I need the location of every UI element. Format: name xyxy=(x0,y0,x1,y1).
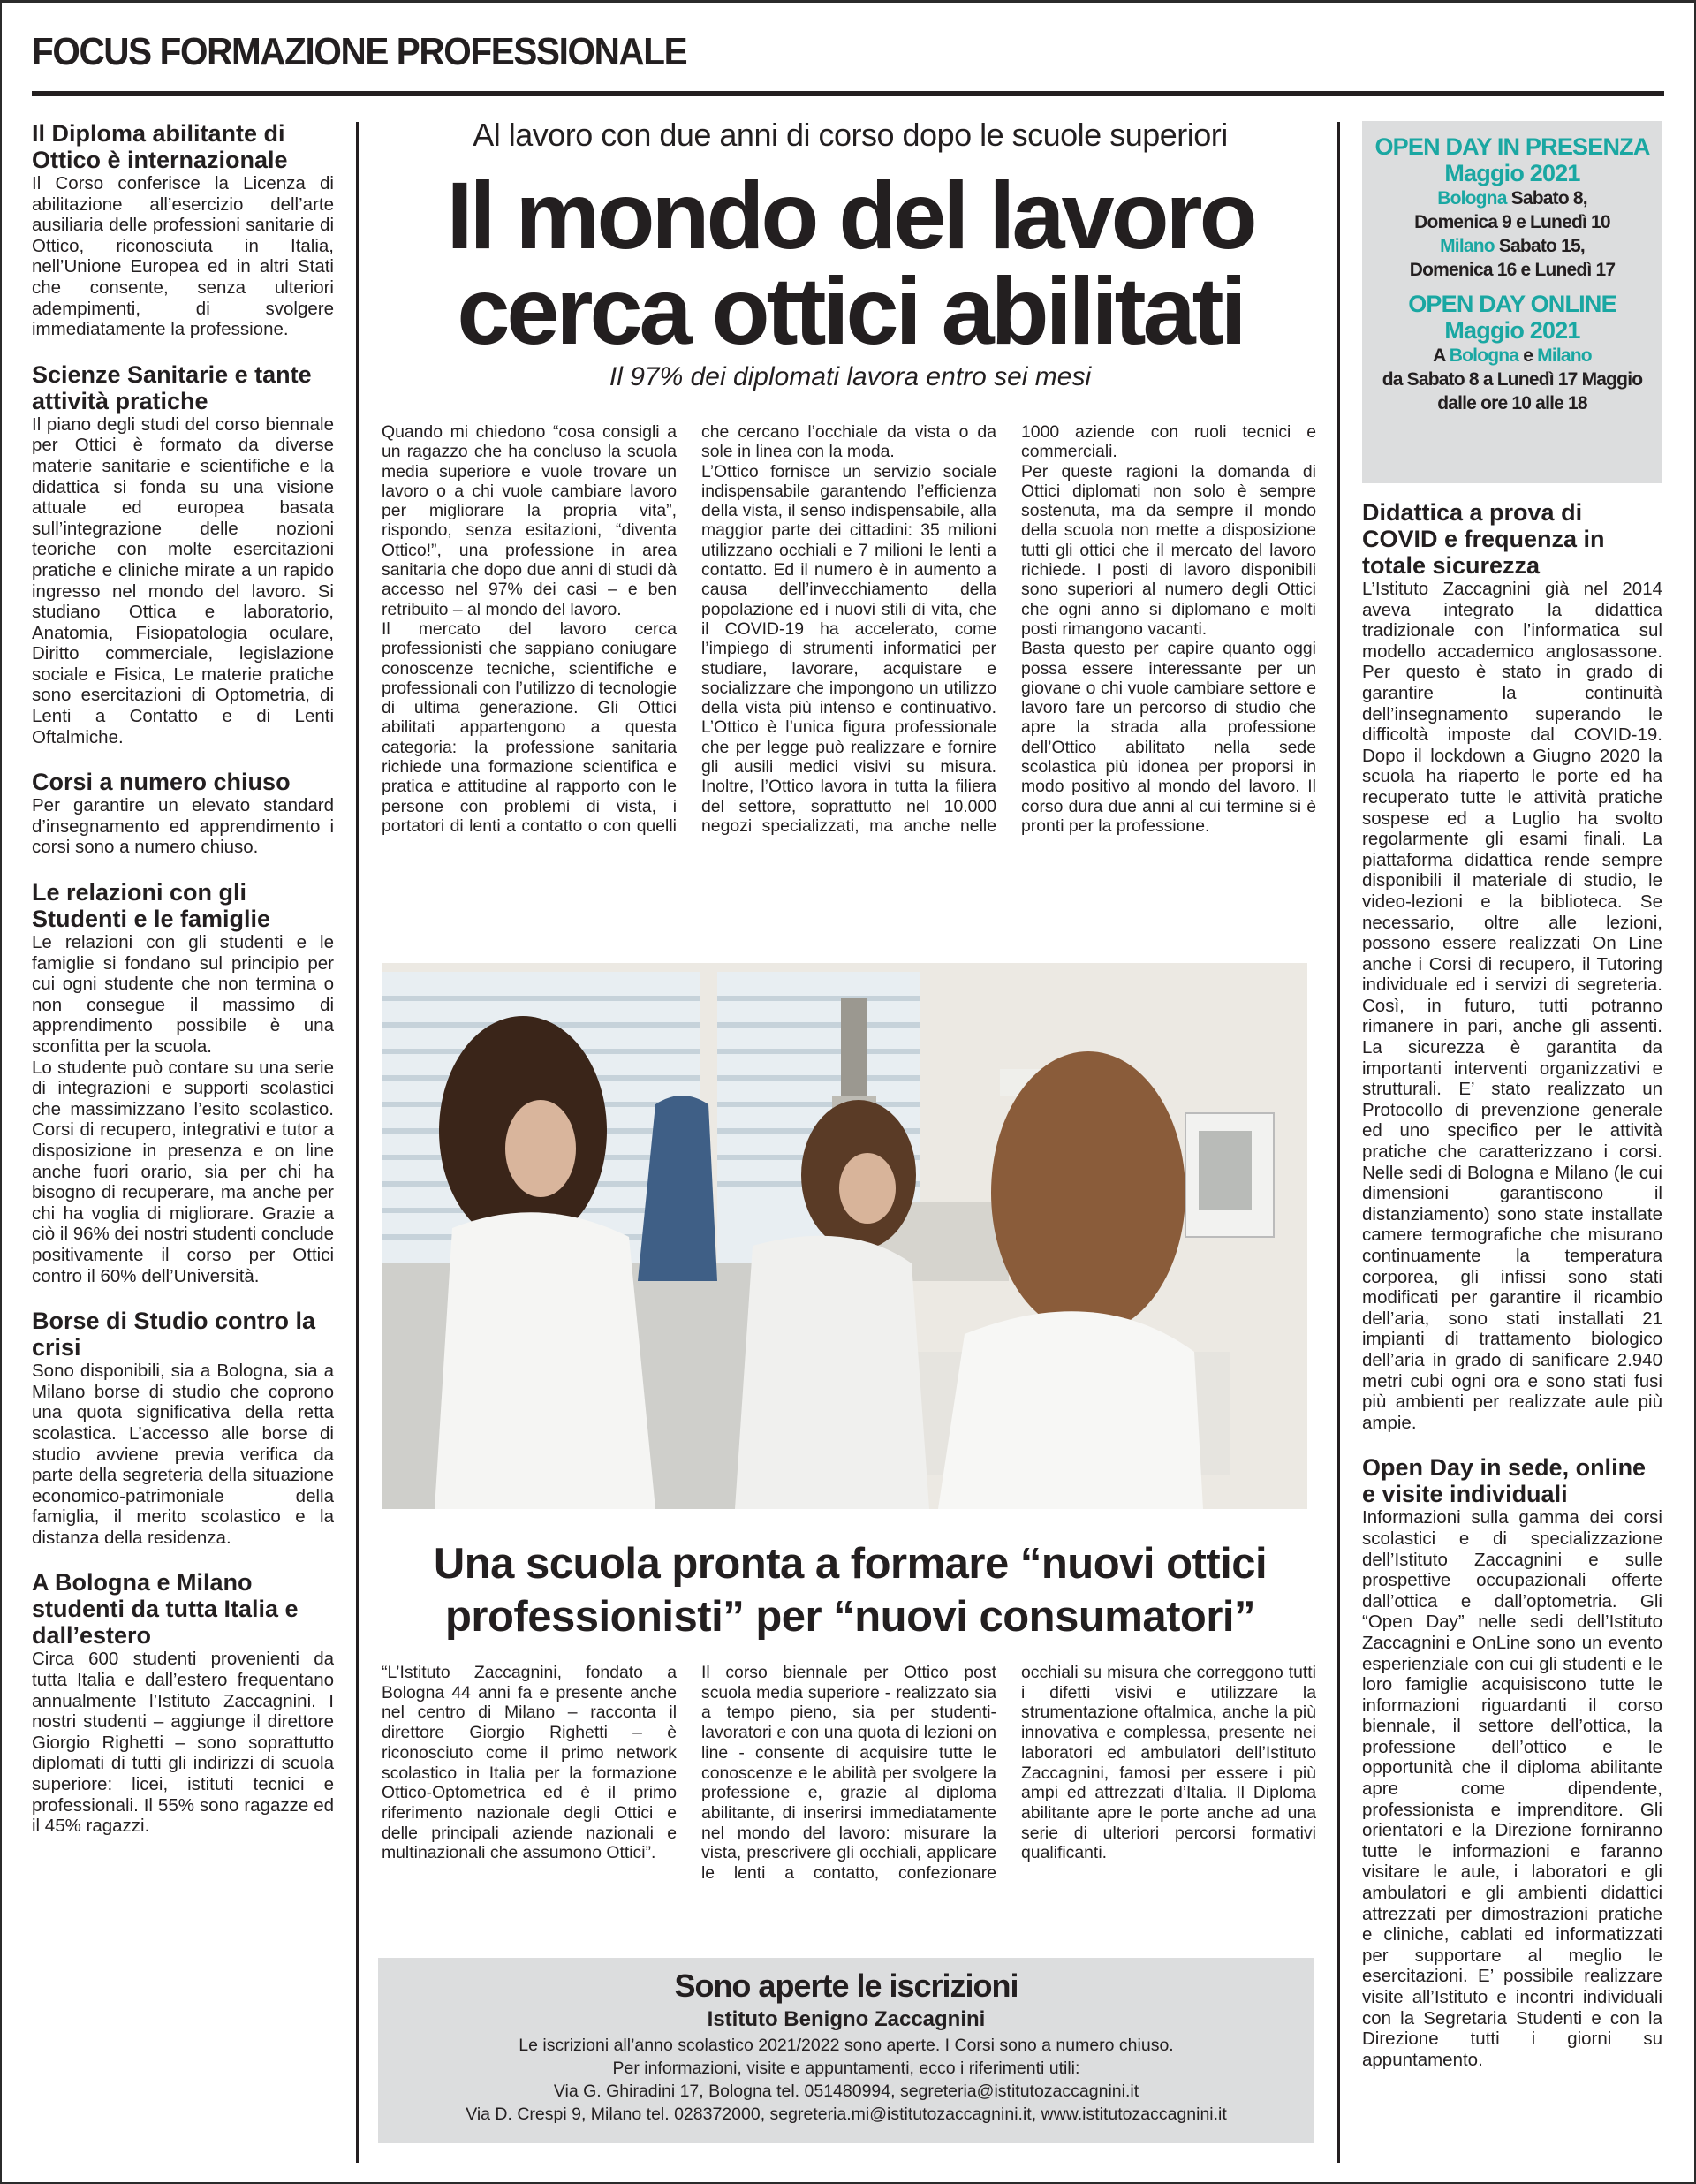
milano-dates-2: Domenica 16 e Lunedì 17 xyxy=(1409,260,1616,280)
open-day-box xyxy=(1362,121,1662,483)
bologna-dates-2: Domenica 9 e Lunedì 10 xyxy=(1414,212,1610,232)
open-day-online-month: Maggio 2021 xyxy=(1444,317,1580,344)
second-article-headline: Una scuola pronta a formare “nuovi ottici professionisti” per “nuovi consumatori” xyxy=(433,1540,1268,1641)
open-day-online-cities xyxy=(1362,344,1662,368)
sidebar-section-relazioni xyxy=(32,879,334,1286)
right-sidebar xyxy=(1362,499,1662,2091)
sidebar-text: Informazioni sulla gamma dei corsi scolastici e di specializzazione dell’Istituto Zaccagnini e sulle prospettive occupazionali offerte dall’ottica e dall’optometria. Gli “Open Day” nelle sedi dell’Istituto Zaccagnini e OnLine sono un evento esperienziale con cui gli studenti e le loro famiglie acquisiscono tutte le informazioni riguardanti il corso biennale, il settore dell’ottica, la professione dell’ottico e le opportunità che il diploma abilitante apre come dipendente, professionista e imprenditore. Gli orientatori e la Direzione forniranno tutte le informazioni e faranno visitare le aule, i laboratori e gli ambulatori e gli ambienti didattici attrezzati per dimostrazioni pratiche e cliniche, cablati ed informatizzati per supportare al meglio le esercitazioni. E’ possibile realizzare visite all’Istituto e incontri individuali con la Segretaria Studenti e con la Direzione tutti i giorni su appuntamento. xyxy=(1362,1507,1662,2070)
enrollment-info: Per informazioni, visite e appuntamenti, ecco i riferimenti utili: xyxy=(612,2059,1080,2078)
enrollment-info: Le iscrizioni all’anno scolastico 2021/2022 sono aperte. I Corsi sono a numero chiuso. xyxy=(519,2036,1174,2055)
online-hours: dalle ore 10 alle 18 xyxy=(1437,393,1587,413)
open-day-bologna xyxy=(1362,186,1662,210)
column-divider-right xyxy=(1337,122,1340,2163)
section-title: FOCUS FORMAZIONE PROFESSIONALE xyxy=(32,30,687,73)
online-date-range: da Sabato 8 a Lunedì 17 Maggio xyxy=(1382,369,1643,390)
sidebar-text: Lo studente può contare su una serie di integrazioni e supporti scolastici che massimizzano l’esito scolastico. Corsi di recupero, integrativi e tutor a disposizione in presenza e on line anche fuori orario, sia per chi ha bisogno di recuperare, ma anche per chi ha voglia di migliorare. Grazie a ciò il 96% dei nostri studenti conclude positivamente il corso per Ottici contro il 60% dell’Università. xyxy=(32,1057,334,1286)
article-kicker: Al lavoro con due anni di corso dopo le scuole superiori xyxy=(473,117,1228,153)
sidebar-text: L’Istituto Zaccagnini già nel 2014 aveva integrato la didattica tradizionale con l’informatica sul modello accademico anglosassone. Per questo è stato in grado di garantire la continuità dell’insegnamento superando le difficoltà imposte dal COVID-19. Dopo il lockdown a Giugno 2020 la scuola ha riaperto le porte ed ha recuperato tutte le attività pratiche sospese ed a Luglio ha svolto regolarmente gli esami finali. La piattaforma didattica rende sempre disponibili il materiale di studio, le video-lezioni e la biblioteca. Se necessario, oltre alle lezioni, possono essere realizzati On Line anche i Corsi di recupero, il Tutoring individuale ed i servizi di segreteria. Così, in futuro, tutti potranno rimanere in pari, anche gli assenti. La sicurezza è garantita da importanti interventi organizzativi e strutturali. E’ stato realizzato un Protocollo di prevenzione generale ed uno specifico per le attività pratiche che caratterizzano i corsi. Nelle sedi di Bologna e Milano (le cui dimensioni garantiscono il distanziamento) sono state installate camere termografiche che misurano continuamente la temperatura corporea, gli infissi sono stati modificati per garantire il ricambio dell’aria, sono stati installati 21 impianti di trattamento biologico dell’aria in grado di sanificare 2.940 metri cubi ogni ora e sono stati fusi più ambienti per realizzate aule più ampie. xyxy=(1362,579,1662,1433)
article-subhead: Il 97% dei diplomati lavora entro sei mesi xyxy=(609,362,1092,391)
sidebar-section-covid xyxy=(1362,499,1662,1433)
city-milano: Milano xyxy=(1440,236,1495,256)
sidebar-text: Le relazioni con gli studenti e le famiglie si fondano sul principio per cui ogni studente che non termina o non consegue il massimo di apprendimento possibile è una sconfitta per la scuola. xyxy=(32,932,334,1057)
sidebar-heading: Open Day in sede, online e visite individuali xyxy=(1362,1454,1647,1508)
sidebar-heading: Scienze Sanitarie e tante attività pratiche xyxy=(32,360,312,414)
sidebar-text: Il Corso conferisce la Licenza di abilitazione all’esercizio dell’arte ausiliaria delle professioni sanitarie di Ottico, riconosciuta in Italia, nell’Unione Europea ed in altri Stati che consente, senza ulteriori adempimenti, di svolgere immediatamente la professione. xyxy=(32,173,334,340)
enrollment-title: Sono aperte le iscrizioni xyxy=(674,1968,1018,2004)
article-paragraph: L’Ottico fornisce un servizio sociale indispensabile garantendo l’efficienza della vista, il senso indispensabile, alla maggior parte dei cittadini: 35 milioni utilizzano occhiali e 7 milioni le lenti a contatto. Ed il numero è in aumento a causa dell’invecchiamento della popolazione ed i nuovi stili di vita, che il COVID-19 ha accelerato, come l’impiego di strumenti informatici per studiare, lavorare, acquistare e socializzare che impongono un utilizzo della vista più intenso e continuativo. L’Ottico è l’unica figura professionale che per legge può realizzare e fornire gli ausili medici visivi su misura. Inoltre, l’Ottico lavora in tutta la filiera del settore, soprattutto nel 10.000 negozi specializzati, ma anche nelle 1000 aziende con ruoli tecnici e commerciali. xyxy=(701,422,1316,836)
sidebar-heading: Borse di Studio contro la crisi xyxy=(32,1308,316,1361)
article-paragraph: Per queste ragioni la domanda di Ottici diplomati non solo è sempre sostenuta, ma da sempre il mondo della scuola non mette a disposizione tutti gli ottici che il mercato del lavoro richiede. I posti di lavoro disponibili sono superiori al numero degli Ottici che ogni anno si diplomano e molti posti rimangono vacanti. xyxy=(1021,461,1316,639)
online-prefix: A xyxy=(1433,345,1450,366)
bologna-dates: Sabato 8, xyxy=(1506,188,1587,209)
sidebar-text: Circa 600 studenti provenienti da tutta Italia e dall’estero frequentano annualmente l’Istituto Zaccagnini. I nostri studenti – aggiunge il direttore Giorgio Righetti – sono soprattutto diplomati di tutti gli indirizzi di scuola superiore: licei, istituti tecnici e professionali. Il 55% sono ragazze ed il 45% ragazzi. xyxy=(32,1649,334,1837)
enrollment-box xyxy=(378,1958,1314,2143)
second-article-body xyxy=(382,1663,1316,1945)
optometry-lab-photo xyxy=(382,963,1307,1509)
contact-bologna: Via G. Ghiradini 17, Bologna tel. 051480994, segreteria@istitutozaccagnini.it xyxy=(553,2082,1140,2101)
sidebar-heading: Corsi a numero chiuso xyxy=(32,769,291,796)
article-paragraph: “L’Istituto Zaccagnini, fondato a Bologna 44 anni fa e presente anche nel centro di Milano – racconta il direttore Giorgio Righetti – è riconosciuto come il primo network scolastico in Italia per la formazione Ottico-Optometrica ed è il primo riferimento nazionale degli Ottici e delle principali aziende nazionali e multinazionali che assumono Ottici”. xyxy=(382,1663,677,1863)
article-paragraph: Quando mi chiedono “cosa consigli a un ragazzo che ha concluso la scuola media superiore e vuole trovare un lavoro o a chi vuole cambiare lavoro per migliorare la propria vita”, rispondo, senza esitazioni, “diventa Ottico!”, una professione in area sanitaria che dopo due anni di studi dà accesso nel 97% dei casi – e ben retribuito – al mondo del lavoro. xyxy=(382,422,677,619)
left-sidebar xyxy=(32,120,334,1858)
column-divider-left xyxy=(356,122,359,2163)
city-bologna: Bologna xyxy=(1437,188,1507,209)
milano-dates: Sabato 15, xyxy=(1494,236,1585,256)
article-headline: Il mondo del lavoro cerca ottici abilitati xyxy=(446,162,1254,364)
open-day-presenza-title: OPEN DAY IN PRESENZA xyxy=(1374,133,1650,160)
sidebar-text: Il piano degli studi del corso biennale per Ottici è formato da diverse materie sanitarie e scientifiche e la didattica si fonda su una visione attuale ed europea basata sull’integrazione delle nozioni teoriche con molte esercitazioni pratiche e cliniche mirate a un rapido ingresso nel mondo del lavoro. Si studiano Ottica e laboratorio, Anatomia, Fisiopatologia oculare, Diritto commerciale, legislazione sociale e Fisica, Le materie pratiche sono esercitazioni di Optometria, di Lenti a Contatto e di Lenti Oftalmiche. xyxy=(32,413,334,747)
city-bologna: Bologna xyxy=(1449,345,1519,366)
sidebar-heading: Il Diploma abilitante di Ottico è internazionale xyxy=(32,120,288,173)
article-body xyxy=(382,422,1316,952)
sidebar-heading: Didattica a prova di COVID e frequenza in totale sicurezza xyxy=(1362,499,1605,579)
article-paragraph: Basta questo per capire quanto oggi possa essere interessante per un giovane o chi vuole cambiare settore e lavoro fare un percorso di studio che apre la strada alla professione dell’Ottico abilitato nella sede scolastica più idonea per proporsi in modo positivo al mondo del lavoro. Il corso dura due anni al cui termine si è pronti per la professione. xyxy=(1021,639,1316,836)
city-milano: Milano xyxy=(1537,345,1592,366)
sidebar-section-scienze xyxy=(32,361,334,748)
sidebar-section-studenti xyxy=(32,1569,334,1836)
sidebar-heading: A Bologna e Milano studenti da tutta Italia e dall’estero xyxy=(32,1569,299,1649)
enrollment-institute: Istituto Benigno Zaccagnini xyxy=(707,2007,986,2031)
sidebar-heading: Le relazioni con gli Studenti e le famiglie xyxy=(32,879,271,933)
sidebar-text: Per garantire un elevato standard d’insegnamento ed apprendimento i corsi sono a numero chiuso. xyxy=(32,795,334,858)
sidebar-section-corsi xyxy=(32,769,334,858)
open-day-presenza-month: Maggio 2021 xyxy=(1444,160,1580,186)
open-day-milano xyxy=(1362,234,1662,258)
sidebar-section-openday xyxy=(1362,1454,1662,2070)
online-and: e xyxy=(1518,345,1538,366)
article-photo xyxy=(382,963,1307,1509)
sidebar-section-diploma xyxy=(32,120,334,340)
contact-milano: Via D. Crespi 9, Milano tel. 028372000, segreteria.mi@istitutozaccagnini.it, www.istitutozaccagnini.it xyxy=(466,2104,1227,2124)
sidebar-section-borse xyxy=(32,1308,334,1548)
sidebar-text: Sono disponibili, sia a Bologna, sia a Milano borse di studio che coprono una quota significativa della retta scolastica. L’accesso alle borse di studio avviene previa verifica da parte della segreteria della situazione economico-patrimoniale della famiglia, il merito scolastico e la distanza della residenza. xyxy=(32,1361,334,1548)
header-rule xyxy=(32,91,1664,96)
article-paragraph: Il corso biennale per Ottico post scuola media superiore - realizzato sia a tempo pieno, sia per studenti-lavoratori e con una quota di lezioni on line - consente di acquisire tutte le conoscenze e le abilità per svolgere la professione e, grazie al diploma abilitante, di inserirsi immediatamente nel mondo del lavoro: misurare la vista, prescrivere gli occhiali, applicare le lenti a contatto, confezionare occhiali su misura che correggono tutti i difetti visivi e utilizzare la strumentazione oftalmica, anche la più innovativa e complessa, presente nei laboratori ed ambulatori dell’Istituto Zaccagnini, famosi per essere i più ampi ed attrezzati d’Italia. Il Diploma abilitante apre le porte anche ad una serie di ulteriori percorsi formativi qualificanti. xyxy=(701,1663,1316,1884)
open-day-online-title: OPEN DAY ONLINE xyxy=(1408,291,1616,317)
article-paragraph: Il mercato del lavoro cerca professionisti che sappiano coniugare conoscenze tecniche, scientifiche e professionali con l’utilizzo di tecnologie di ultima generazione. Gli Ottici abilitati appartengono a questa categoria: la professione sanitaria richiede una formazione scientifica e pratica e attitudine al rapporto con le persone con problemi di vista, i portatori di lenti a contatto o con quelli che cercano l’occhiale da vista o da sole in linea con la moda. xyxy=(382,422,996,836)
